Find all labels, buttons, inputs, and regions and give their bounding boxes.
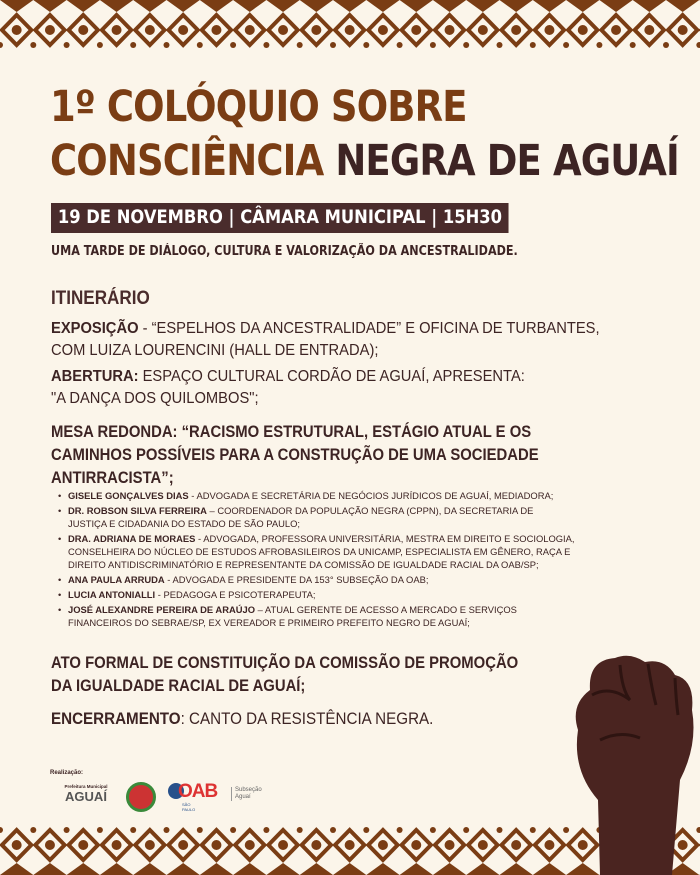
triangle <box>233 863 266 875</box>
dot <box>311 25 321 35</box>
small-dot <box>130 827 136 833</box>
dot <box>45 25 55 35</box>
mesa-redonda <box>51 421 539 490</box>
triangle <box>0 0 33 12</box>
itinerary-heading: ITINERÁRIO <box>51 288 150 309</box>
panelist-desc: – COORDENADOR DA POPULAÇÃO NEGRA (CPPN), DA SECRETARIA DE <box>206 504 534 516</box>
panelist-item <box>58 603 575 629</box>
panelist-desc: DIREITO ANTIDISCRIMINATÓRIO E REPRESENTANTE DA COMISSÃO DE IGUALDADE RACIAL DA OAB/SP; <box>68 559 539 571</box>
title-highlight: NEGRA DE AGUAÍ <box>335 136 679 186</box>
triangle <box>33 0 66 12</box>
small-dot <box>297 42 303 48</box>
text: "A DANÇA DOS QUILOMBOS"; <box>51 390 259 407</box>
triangle <box>366 0 399 12</box>
triangle <box>500 0 533 12</box>
small-dot <box>563 42 569 48</box>
panelist-name: JOSÉ ALEXANDRE PEREIRA DE ARAÚJO <box>68 603 256 615</box>
dot <box>12 840 22 850</box>
small-dot <box>397 827 403 833</box>
text: ANTIRRACISTA”; <box>51 469 174 487</box>
panelist-name: DRA. ADRIANA DE MORAES <box>68 532 196 544</box>
dot <box>178 25 188 35</box>
city-crest-icon <box>126 782 156 812</box>
panelist-name: GISELE GONÇALVES DIAS <box>68 490 189 501</box>
triangle <box>167 0 200 12</box>
small-dot <box>397 42 403 48</box>
panelist-item <box>58 504 575 530</box>
small-dot <box>64 42 70 48</box>
dot <box>445 25 455 35</box>
small-dot <box>463 42 469 48</box>
small-dot <box>97 827 103 833</box>
small-dot <box>30 42 36 48</box>
title-line-1: 1º COLÓQUIO SOBRE <box>50 82 467 132</box>
small-dot <box>430 827 436 833</box>
dot <box>478 840 488 850</box>
dot <box>145 25 155 35</box>
triangle <box>167 863 200 875</box>
dot <box>145 840 155 850</box>
small-dot <box>663 42 669 48</box>
dot <box>578 25 588 35</box>
small-dot <box>130 42 136 48</box>
small-dot <box>197 42 203 48</box>
text: Subseção <box>235 787 262 793</box>
text: MESA REDONDA: “RACISMO ESTRUTURAL, ESTÁGIO ATUAL E OS <box>51 423 532 441</box>
label: ABERTURA: <box>51 368 139 385</box>
dot <box>544 25 554 35</box>
dot <box>345 840 355 850</box>
oab-logo: OAB <box>178 781 218 802</box>
small-dot <box>64 827 70 833</box>
small-dot <box>0 827 3 833</box>
panelist-desc: - ADVOGADA, PROFESSORA UNIVERSITÁRIA, MESTRA EM DIREITO E SOCIOLOGIA, <box>195 532 575 544</box>
prefeitura-logo <box>56 784 116 804</box>
dot <box>178 840 188 850</box>
dot <box>644 25 654 35</box>
title-part: CONSCIÊNCIA <box>50 136 336 186</box>
panelist-item <box>58 489 575 502</box>
panelist-list <box>58 489 575 631</box>
dot <box>311 840 321 850</box>
panelist-desc: - PEDAGOGA E PSICOTERAPEUTA; <box>155 588 316 600</box>
triangle <box>266 0 299 12</box>
dot <box>78 25 88 35</box>
dot <box>511 840 521 850</box>
small-dot <box>430 42 436 48</box>
abertura-item <box>51 366 525 410</box>
text: AGUAÍ <box>65 789 107 804</box>
text: Prefeitura Municipal <box>64 784 108 789</box>
small-dot <box>30 827 36 833</box>
dot <box>511 25 521 35</box>
panelist-item <box>58 532 575 572</box>
small-dot <box>530 827 536 833</box>
triangle <box>599 0 632 12</box>
dot <box>378 840 388 850</box>
dot <box>278 840 288 850</box>
panelist-name: LUCIA ANTONIALLI <box>68 588 156 600</box>
panelist-desc: – ATUAL GERENTE DE ACESSO A MERCADO E SERVIÇOS <box>255 603 517 615</box>
small-dot <box>297 827 303 833</box>
small-dot <box>497 827 503 833</box>
triangle <box>67 863 100 875</box>
encerramento-item <box>51 708 433 730</box>
small-dot <box>497 42 503 48</box>
dot <box>544 840 554 850</box>
subtitle: UMA TARDE DE DIÁLOGO, CULTURA E VALORIZAÇÃO DA ANCESTRALIDADE. <box>51 244 518 259</box>
dot <box>211 25 221 35</box>
dot <box>112 25 122 35</box>
small-dot <box>0 42 3 48</box>
small-dot <box>197 827 203 833</box>
dot <box>112 840 122 850</box>
raised-fist-illustration <box>560 650 700 875</box>
text: : CANTO DA RESISTÊNCIA NEGRA. <box>180 710 434 728</box>
triangle <box>200 0 233 12</box>
text: CAMINHOS POSSÍVEIS PARA A CONSTRUÇÃO DE UMA SOCIEDADE <box>51 446 539 464</box>
text: DA IGUALDADE RACIAL DE AGUAÍ; <box>51 677 306 695</box>
dot <box>478 25 488 35</box>
tribal-border-top <box>0 0 700 58</box>
triangle <box>366 863 399 875</box>
panelist-item <box>58 573 575 586</box>
panelist-desc: CONSELHEIRA DO NÚCLEO DE ESTUDOS AFROBASILEIROS DA UNICAMP, ESPECIALISTA EM GÊNERO, RAÇA E <box>68 546 571 557</box>
panelist-desc: - ADVOGADA E PRESIDENTE DA 153° SUBSEÇÃO DA OAB; <box>164 574 429 585</box>
date-bar: 19 DE NOVEMBRO | CÂMARA MUNICIPAL | 15H30 <box>51 203 509 233</box>
triangle <box>233 0 266 12</box>
dot <box>12 25 22 35</box>
exposicao-item <box>51 318 600 362</box>
triangle <box>300 0 333 12</box>
triangle <box>67 0 100 12</box>
triangle <box>466 0 499 12</box>
triangle <box>333 0 366 12</box>
text: - “ESPELHOS DA ANCESTRALIDADE” E OFICINA DE TURBANTES, <box>138 320 600 337</box>
triangle <box>33 863 66 875</box>
dot <box>378 25 388 35</box>
small-dot <box>330 42 336 48</box>
triangle <box>200 863 233 875</box>
dot <box>211 840 221 850</box>
dot <box>45 840 55 850</box>
dot <box>445 840 455 850</box>
triangle <box>0 863 33 875</box>
dot <box>345 25 355 35</box>
panelist-item <box>58 588 575 601</box>
triangle <box>400 0 433 12</box>
text: ATO FORMAL DE CONSTITUIÇÃO DA COMISSÃO DE PROMOÇÃO <box>51 654 519 672</box>
triangle <box>433 863 466 875</box>
small-dot <box>463 827 469 833</box>
dot <box>411 25 421 35</box>
small-dot <box>263 42 269 48</box>
dot <box>78 840 88 850</box>
triangle <box>566 0 599 12</box>
small-dot <box>330 827 336 833</box>
triangle <box>100 863 133 875</box>
small-dot <box>596 42 602 48</box>
panelist-name: DR. ROBSON SILVA FERREIRA <box>68 504 207 516</box>
small-dot <box>230 827 236 833</box>
subsecao <box>231 787 262 801</box>
small-dot <box>263 827 269 833</box>
triangle <box>133 0 166 12</box>
triangle <box>466 863 499 875</box>
triangle <box>266 863 299 875</box>
label: EXPOSIÇÃO <box>51 320 139 337</box>
triangle <box>666 0 699 12</box>
panelist-name: ANA PAULA ARRUDA <box>68 574 165 585</box>
panelist-desc: - ADVOGADA E SECRETÁRIA DE NEGÓCIOS JURÍDICOS DE AGUAÍ, MEDIADORA; <box>188 490 554 501</box>
label: ENCERRAMENTO <box>51 710 181 728</box>
dot <box>611 25 621 35</box>
dot <box>411 840 421 850</box>
realizacao-label: Realização: <box>50 770 84 776</box>
ato-formal <box>51 652 518 698</box>
triangle <box>400 863 433 875</box>
title-line-2 <box>50 136 679 186</box>
dot <box>678 25 688 35</box>
triangle <box>333 863 366 875</box>
small-dot <box>696 42 700 48</box>
small-dot <box>97 42 103 48</box>
panelist-desc: FINANCEIROS DO SEBRAE/SP, EX VEREADOR E PRIMEIRO PREFEITO NEGRO DE AGUAÍ; <box>68 616 470 628</box>
text: SÃO PAULO <box>182 802 196 812</box>
small-dot <box>363 827 369 833</box>
sponsors <box>50 770 262 812</box>
panelist-desc: JUSTIÇA E CIDADANIA DO ESTADO DE SÃO PAULO; <box>68 518 300 529</box>
small-dot <box>164 42 170 48</box>
dot <box>245 25 255 35</box>
dot <box>278 25 288 35</box>
triangle <box>300 863 333 875</box>
small-dot <box>363 42 369 48</box>
text: Aguaí <box>235 794 251 800</box>
text: COM LUIZA LOURENCINI (HALL DE ENTRADA); <box>51 342 379 359</box>
small-dot <box>164 827 170 833</box>
dot <box>245 840 255 850</box>
triangle <box>500 863 533 875</box>
triangle <box>100 0 133 12</box>
triangle <box>633 0 666 12</box>
small-dot <box>630 42 636 48</box>
triangle <box>433 0 466 12</box>
text: ESPAÇO CULTURAL CORDÃO DE AGUAÍ, APRESENTA: <box>138 368 525 385</box>
small-dot <box>230 42 236 48</box>
triangle <box>533 0 566 12</box>
triangle <box>133 863 166 875</box>
small-dot <box>530 42 536 48</box>
